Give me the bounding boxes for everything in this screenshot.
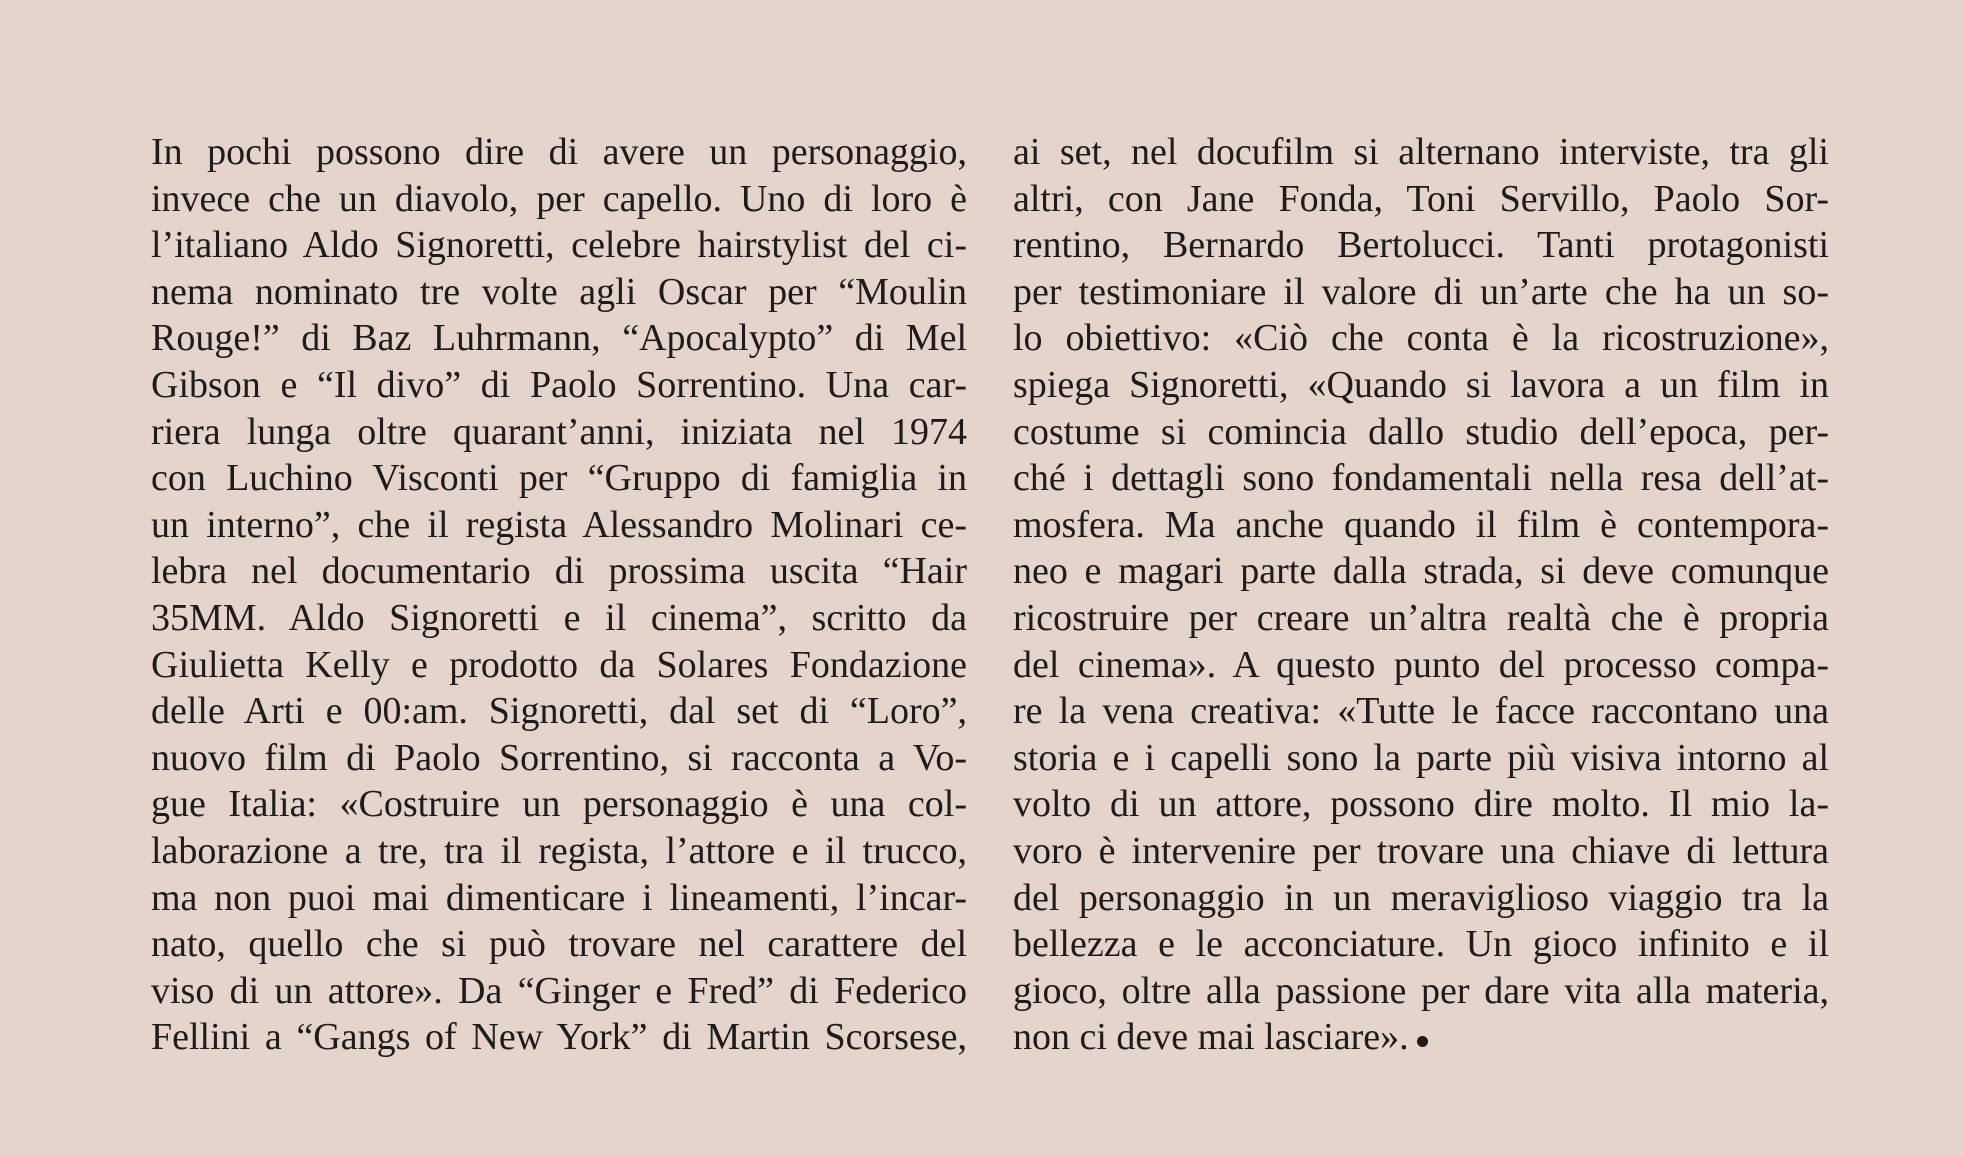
- article-line: nato, quello che si può trovare nel carattere del: [151, 923, 967, 966]
- article-line: Giulietta Kelly e prodotto da Solares Fondazione: [151, 643, 967, 686]
- article-line: voro è intervenire per trovare una chiave di lettura: [1013, 829, 1829, 872]
- article-line: neo e magari parte dalla strada, si deve comunque: [1013, 550, 1829, 593]
- article-line: viso di un attore». Da “Ginger e Fred” di Federico: [151, 969, 967, 1012]
- article-line: lebra nel documentario di prossima uscita “Hair: [151, 550, 967, 593]
- article-line: con Luchino Visconti per “Gruppo di famiglia in: [151, 457, 967, 500]
- article-line: nema nominato tre volte agli Oscar per “Moulin: [151, 270, 967, 313]
- article-line: ma non puoi mai dimenticare i lineamenti, l’incar-: [151, 876, 967, 919]
- article-line: 35MM. Aldo Signoretti e il cinema”, scritto da: [151, 596, 967, 639]
- article-line: In pochi possono dire di avere un personaggio,: [151, 131, 967, 173]
- article-line: ché i dettagli sono fondamentali nella resa dell’at-: [1013, 457, 1829, 500]
- article-line: del personaggio in un meraviglioso viaggio tra la: [1013, 876, 1829, 919]
- article-line: volto di un attore, possono dire molto. Il mio la-: [1013, 783, 1829, 826]
- article-line: rentino, Bernardo Bertolucci. Tanti protagonisti: [1013, 224, 1829, 267]
- article-line: invece che un diavolo, per capello. Uno di loro è: [151, 177, 967, 220]
- article-line: nuovo film di Paolo Sorrentino, si racconta a Vo-: [151, 736, 967, 779]
- article-line: mosfera. Ma anche quando il film è contempora-: [1013, 503, 1829, 546]
- article-line: re la vena creativa: «Tutte le facce raccontano una: [1013, 690, 1829, 733]
- article-line: laborazione a tre, tra il regista, l’attore e il trucco,: [151, 829, 967, 872]
- article-line: un interno”, che il regista Alessandro Molinari ce-: [151, 503, 967, 546]
- article-line: Fellini a “Gangs of New York” di Martin Scorsese,: [151, 1016, 967, 1059]
- article-line: Rouge!” di Baz Luhrmann, “Apocalypto” di Mel: [151, 317, 967, 360]
- article-column-left: [151, 129, 967, 1061]
- article-line: storia e i capelli sono la parte più visiva intorno al: [1013, 736, 1829, 779]
- article-line: Gibson e “Il divo” di Paolo Sorrentino. Una car-: [151, 363, 967, 406]
- article-last-line: [1013, 1014, 1829, 1061]
- article-line: gioco, oltre alla passione per dare vita alla materia,: [1013, 969, 1829, 1012]
- article-line: altri, con Jane Fonda, Toni Servillo, Paolo Sor-: [1013, 177, 1829, 220]
- article-line: l’italiano Aldo Signoretti, celebre hairstylist del ci-: [151, 224, 967, 267]
- article-line: bellezza e le acconciature. Un gioco infinito e il: [1013, 923, 1829, 966]
- article-line: ai set, nel docufilm si alternano interviste, tra gli: [1013, 131, 1829, 173]
- article-line-text: non ci deve mai lasciare».: [1013, 1016, 1409, 1059]
- article-line: per testimoniare il valore di un’arte che ha un so-: [1013, 270, 1829, 313]
- article-line: del cinema». A questo punto del processo compa-: [1013, 643, 1829, 686]
- article-line: costume si comincia dallo studio dell’epoca, per-: [1013, 410, 1829, 453]
- article-line: delle Arti e 00:am. Signoretti, dal set di “Loro”,: [151, 690, 967, 733]
- article-line: spiega Signoretti, «Quando si lavora a un film in: [1013, 363, 1829, 406]
- article-line: ricostruire per creare un’altra realtà che è propria: [1013, 596, 1829, 639]
- end-of-article-bullet-icon: [1417, 1036, 1428, 1047]
- article-line: lo obiettivo: «Ciò che conta è la ricostruzione»,: [1013, 317, 1829, 360]
- article-column-right: [1013, 129, 1829, 1061]
- article-line: riera lunga oltre quarant’anni, iniziata nel 1974: [151, 410, 967, 453]
- article-line: gue Italia: «Costruire un personaggio è una col-: [151, 783, 967, 826]
